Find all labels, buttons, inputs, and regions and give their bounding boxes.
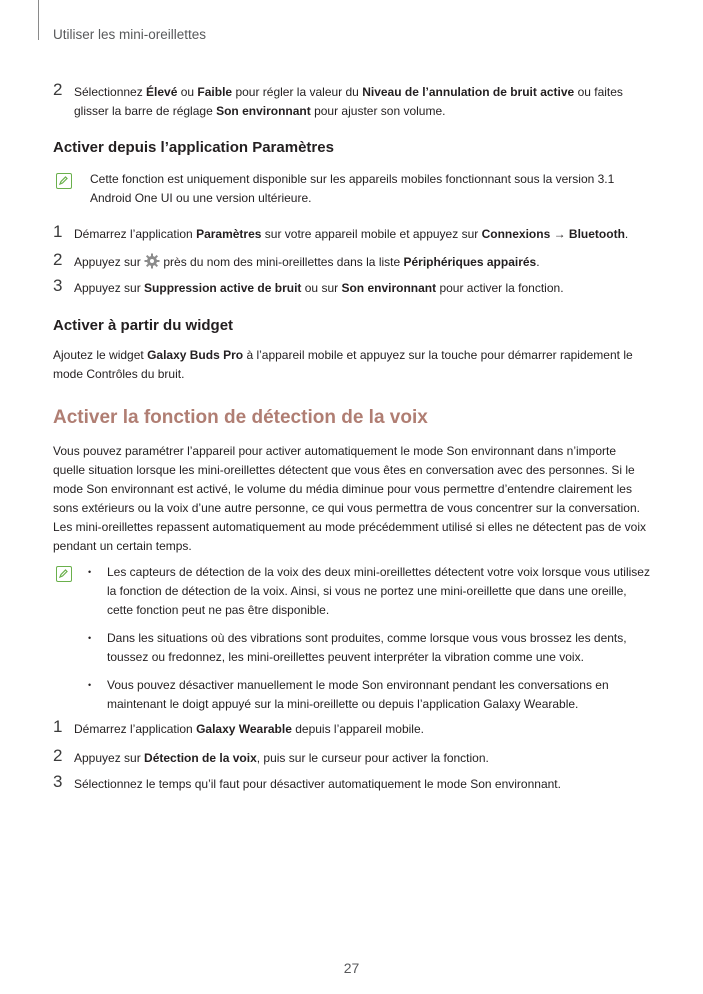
step-text: Appuyez sur près du nom des mini-oreillettes dans la liste Périphériques appairés. <box>74 255 540 269</box>
step-text: Sélectionnez Élevé ou Faible pour régler la valeur du Niveau de l’annulation de bruit active ou faites glisser la barre de réglage Son environnant pour ajuster son volume. <box>74 85 623 118</box>
section-heading-widget: Activer à partir du widget <box>53 317 234 334</box>
settings-step-1 <box>53 222 649 244</box>
step-text: Démarrez l’application Paramètres sur votre appareil mobile et appuyez sur Connexions → Bluetooth. <box>74 227 629 241</box>
list-item: • Vous pouvez désactiver manuellement le mode Son environnant pendant les conversations en maintenant le doigt appuyé sur la mini-oreillette ou depuis l’application Galaxy Wearable. <box>88 676 653 714</box>
step-number: 2 <box>53 746 63 765</box>
step-number: 3 <box>53 772 63 791</box>
page-header: Utiliser les mini-oreillettes <box>53 27 207 42</box>
settings-step-2 <box>53 250 649 272</box>
step-number: 2 <box>53 250 63 269</box>
voice-step-3 <box>53 772 649 794</box>
voice-step-1 <box>53 717 649 739</box>
step-number: 1 <box>53 222 63 241</box>
step-top <box>53 80 649 121</box>
header-rule <box>38 0 39 40</box>
step-text: Appuyez sur Détection de la voix, puis sur le curseur pour activer la fonction. <box>74 751 489 765</box>
note-text: Cette fonction est uniquement disponible sur les appareils mobiles fonctionnant sous la version 3.1 Android One UI ou une version ultérieure. <box>90 172 615 205</box>
step-number: 2 <box>53 80 63 99</box>
note-pencil-icon <box>56 566 72 582</box>
list-item: • Dans les situations où des vibrations sont produites, comme lorsque vous vous brossez les dents, toussez ou fredonnez, les mini-oreillettes peuvent interpréter la vibration comme une voix. <box>88 629 653 667</box>
step-number: 1 <box>53 717 63 736</box>
list-item: • Les capteurs de détection de la voix des deux mini-oreillettes détectent votre voix lorsque vous utilisez la fonction de détection de la voix. Ainsi, si vous ne portez une mini-oreillette que dans une oreille, cette fonction peut ne pas être disponible. <box>88 563 653 620</box>
step-text: Appuyez sur Suppression active de bruit ou sur Son environnant pour activer la fonction. <box>74 281 564 295</box>
section-heading-voice: Activer la fonction de détection de la voix <box>53 407 428 428</box>
step-text: Démarrez l’application Galaxy Wearable depuis l’appareil mobile. <box>74 722 424 736</box>
voice-step-2 <box>53 746 649 768</box>
widget-paragraph: Ajoutez le widget Galaxy Buds Pro à l’appareil mobile et appuyez sur la touche pour démarrer rapidement le mode Contrôles du bruit. <box>53 348 633 381</box>
step-number: 3 <box>53 276 63 295</box>
note-pencil-icon <box>56 173 72 189</box>
settings-step-3 <box>53 276 649 298</box>
step-text: Sélectionnez le temps qu’il faut pour désactiver automatiquement le mode Son environnant. <box>74 777 561 791</box>
voice-paragraph: Vous pouvez paramétrer l’appareil pour activer automatiquement le mode Son environnant dans n’importe quelle situation lorsque les mini-oreillettes détectent que vous êtes en conversation avec des personnes. Si le mode Son environnant est activé, le volume du média diminue pour vous permettre d’entendre clairement les sons extérieurs ou la voix d’une autre personne, ce qui vous permettra de vous concentrer sur la conversation. Les mini-oreillettes repassent automatiquement au mode précédemment utilisé si elles ne détectent pas de voix pendant un certain temps. <box>53 444 646 553</box>
section-heading-settings: Activer depuis l’application Paramètres <box>53 139 334 156</box>
page-number: 27 <box>343 960 360 976</box>
note-bullet-list <box>88 563 653 723</box>
gear-icon <box>144 253 160 269</box>
